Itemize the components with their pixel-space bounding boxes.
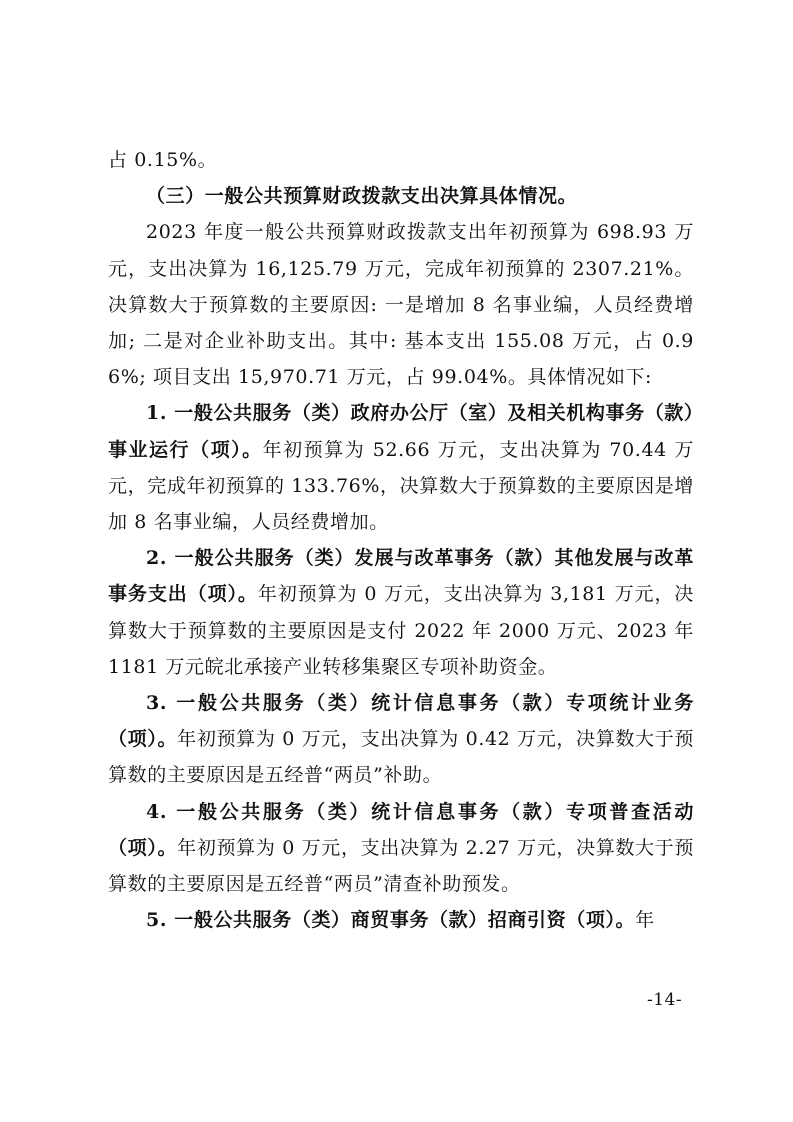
list-item-4-title: 4. 一般公共服务（类）统计信息事务（款）专项普查活动（项）。 — [108, 800, 694, 859]
list-item-3-text: 年初预算为 0 万元，支出决算为 0.42 万元，决算数大于预算数的主要原因是五经普“两员”补助。 — [108, 728, 694, 787]
list-item-3-title: 3. 一般公共服务（类）统计信息事务（款）专项统计业务（项）。 — [108, 692, 694, 751]
list-item-1 — [108, 395, 694, 540]
list-item-5-title: 5. 一般公共服务（类）商贸事务（款）招商引资（项）。 — [146, 909, 636, 932]
page-body — [108, 142, 694, 938]
section-heading: （三）一般公共预算财政拨款支出决算具体情况。 — [146, 185, 578, 208]
paragraph-summary: 2023 年度一般公共预算财政拨款支出年初预算为 698.93 万元，支出决算为 16,125.79 万元，完成年初预算的 2307.21%。决算数大于预算数的主要原因: 一是增加 8 名事业编，人员经费增加; 二是对企业补助支出。其中: 基本支出 155.08 万元，占 0.96%; 项目支出 15,970.71 万元，占 99.04%。具体情况如下: — [108, 221, 694, 389]
list-item-4 — [108, 794, 694, 903]
list-item-2-title: 2. 一般公共服务（类）发展与改革事务（款）其他发展与改革事务支出（项）。 — [108, 547, 694, 606]
list-item-1-text: 年初预算为 52.66 万元，支出决算为 70.44 万元，完成年初预算的 133.76%，决算数大于预算数的主要原因是增加 8 名事业编，人员经费增加。 — [108, 438, 694, 534]
list-item-2-text: 年初预算为 0 万元，支出决算为 3,181 万元，决算数大于预算数的主要原因是支付 2022 年 2000 万元、2023 年 1181 万元皖北承接产业转移集聚区专项补助资金。 — [108, 583, 694, 678]
list-item-5 — [108, 902, 694, 938]
paragraph-continuation: 占 0.15%。 — [108, 149, 218, 171]
list-item-3 — [108, 685, 694, 794]
list-item-1-title: 1. 一般公共服务（类）政府办公厅（室）及相关机构事务（款）事业运行（项）。 — [108, 402, 694, 461]
list-item-2 — [108, 540, 694, 685]
page-number: -14- — [647, 990, 683, 1010]
list-item-4-text: 年初预算为 0 万元，支出决算为 2.27 万元，决算数大于预算数的主要原因是五经普“两员”清查补助预发。 — [108, 836, 694, 896]
list-item-5-text: 年 — [635, 909, 655, 932]
